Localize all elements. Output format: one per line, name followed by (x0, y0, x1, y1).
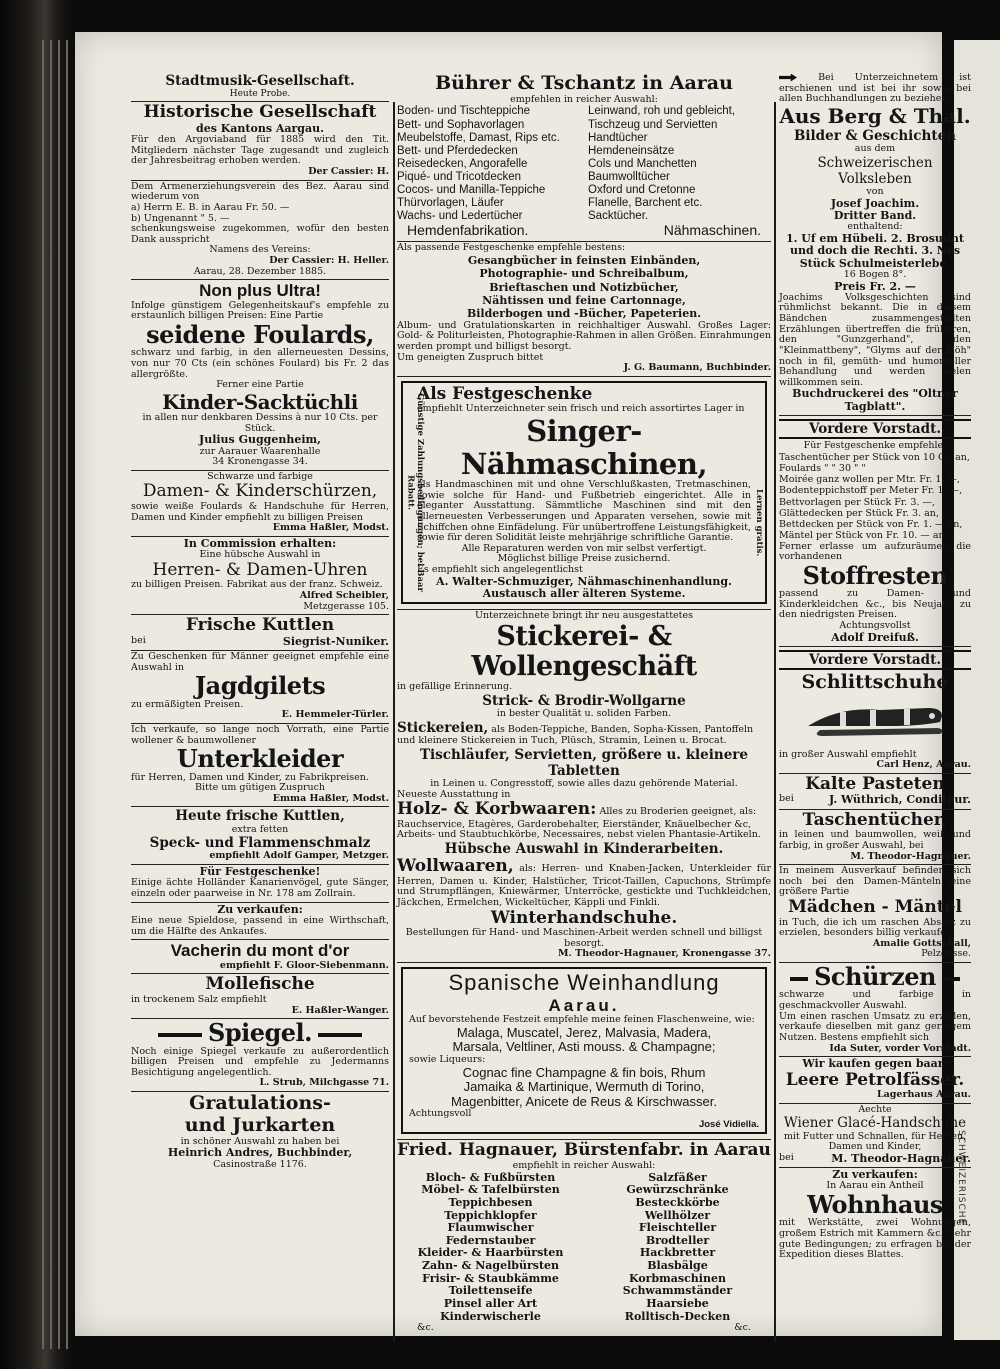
price-item: Bettvorlagen per Stück Fr. 3. —, (779, 496, 935, 508)
product-item: Hackbretter (639, 1246, 716, 1260)
ad-signature: J. Wüthrich, Conditeur. (829, 793, 971, 807)
ad-weinhandlung (397, 963, 771, 1140)
ad-note: in gefällige Erinnerung. (397, 681, 513, 693)
product-item: Bett- und Sophavorlagen (397, 118, 525, 131)
ad-body: in Tuch, die ich um raschen Absatz zu erzielen, besonders billig verkaufe. (779, 916, 971, 939)
ad-note: In Aarau ein Antheil (826, 1180, 924, 1192)
ad-signature: Amalie Gottschall, (872, 937, 971, 949)
ad-signature: M. Theodor-Hagnauer. (850, 850, 971, 862)
ad-title: Für Festgeschenke! (199, 865, 321, 879)
ad-kanarien (131, 865, 389, 903)
ad-title: Historische Gesellschaft (143, 102, 377, 123)
ad-note: Namens des Vereins: (209, 244, 311, 256)
ad-body: als Handmaschinen mit und ohne Verschlußkasten, Tretmaschinen, sowie solche für Hand- und Fußbetrieb eingerichtet. Alle in eleganter Ausstattung. Sämmtliche Maschinen sind mit den allerneuesten Verbesserungen und Apparaten versehen, sowie mit Schiffchen ohne Einfädelung. Für unübertroffene Leistungsfähigkeit, sowie für deren Solidität leiste mehrjährige schriftliche Garantie. (417, 479, 751, 544)
ad-footer: Austausch aller älteren Systeme. (482, 586, 686, 600)
wine-list-line: Malaga, Muscatel, Jerez, Malvasia, Madera, (456, 1024, 712, 1040)
product-item: Cocos- und Manilla-Teppiche (397, 184, 546, 197)
ad-note: enthaltend: (847, 221, 903, 233)
ad-title: Non plus Ultra! (199, 281, 321, 301)
ad-vacherin (131, 940, 389, 974)
ad-headline: Kalte Pasteten (805, 773, 945, 794)
product-item: Fleischteller (638, 1221, 717, 1235)
ad-title: Frische Kuttlen (185, 615, 335, 636)
side-note: Günstige Zahlungsbedingungen; bei Baar Rabatt. (405, 393, 426, 593)
ad-note: &c. (417, 1322, 434, 1334)
ad-armenverein (131, 181, 389, 281)
wine-list-line: Jamaika & Martinique, Wermuth di Torino, (463, 1079, 705, 1095)
ad-note: Achtungsvoll (409, 1108, 472, 1120)
product-item: Salzfäßer (648, 1170, 707, 1184)
column-left (131, 72, 389, 1310)
ornament-dash (158, 1033, 202, 1037)
ad-body: mit Werkstätte, zwei Wohnungen, großem Estrich mit Kammern &c., sehr gute Bedingungen; zu erfragen bei der Expedition dieses Blattes. (779, 1217, 971, 1261)
ad-berg-thal (779, 72, 971, 416)
ad-signature: Emma Haßler, Modst. (272, 522, 389, 534)
ad-date: Aarau, 28. Dezember 1885. (193, 265, 327, 277)
ad-note: empfiehlt Unterzeichneter sein frisch und reich assortirtes Lager in (417, 403, 745, 415)
product-item: Hemdeneinsätze (588, 144, 675, 157)
ad-address: 34 Kronengasse 34. (212, 456, 308, 468)
column-rule-1 (393, 102, 395, 1342)
price-item: Foulards " " 30 " " (779, 463, 866, 475)
ad-headline: Herren- & Damen-Uhren (152, 559, 368, 580)
ad-stadtmusik (131, 72, 389, 102)
ad-body: für Herren, Damen und Kinder, zu Fabrikpreisen. (131, 771, 369, 783)
ad-body: Joachims Volksgeschichten sind rühmlichst bekannt. Die in diesem Bändchen zusammengestellten Erzählungen übertreffen die früheren, den "Gunzgerhand", den "Kleinmattbeny", "Glyms auf der Höh" noch in fil, gemüth- und humorvoller Behandlung und werden vielen willkommen sein. (779, 291, 971, 388)
ad-note: Es empfiehlt sich angelegentlichst (417, 564, 583, 576)
column-middle (397, 72, 771, 1334)
product-list (397, 105, 771, 223)
ad-baumann (397, 242, 771, 377)
ad-note: Aechte (858, 1103, 892, 1115)
ad-schlittschuhe (779, 647, 971, 774)
ad-subheadline: Bilder & Geschichten (794, 127, 956, 144)
ad-historische (131, 102, 389, 180)
ad-body: als: Herren- und Knaben-Jacken, Unterkleider für Herren, Damen u. Kinder, Halstücher, Tricot-Taillen, Capuchons, Strümpfe und Strumpflängen, Kniewärmer, Unterröcke, gestickte und Tuchkleidchen, Jäckchen, Ermelchen, Wickeltücher, Käppli und Finkli. (397, 863, 771, 909)
ad-note: bei (779, 1151, 794, 1163)
pointing-hand-icon (779, 74, 797, 82)
ad-headline: Singer-Nähmaschinen, (460, 414, 708, 481)
ad-glace-handschuhe (779, 1104, 971, 1168)
product-list (397, 254, 771, 321)
ad-petrolfaesser (779, 1057, 971, 1103)
ad-subheadline: Hübsche Auswahl in Kinderarbeiten. (444, 841, 724, 858)
ad-subheadline: Winterhandschuhe. (490, 907, 678, 928)
product-item: Wachs- und Ledertücher (397, 210, 523, 223)
ad-headline: Spiegel. (207, 1018, 313, 1048)
ad-buehrer-tschantz (397, 72, 771, 242)
ad-headline: Aus Berg & Thal. (779, 103, 971, 128)
ad-body: passend zu Damen- und Kinderkleidchen &c., bis Neujahr zu den niedrigsten Preisen. (779, 588, 971, 621)
ad-note: Möglichst billige Preise zusichernd. (497, 553, 671, 565)
product-item: Brieftaschen und Notizbücher, (489, 280, 679, 294)
ad-body: Eine neue Spieldose, passend in eine Wirthschaft, um die Hälfte des Ankaufes. (131, 914, 389, 937)
ad-damenschuerzen (131, 471, 389, 537)
ice-skate-illustration (800, 696, 950, 744)
ad-signature: empfiehlt F. Gloor-Siebenmann. (219, 959, 389, 971)
product-item: Flaumwischer (447, 1221, 534, 1235)
product-item: Wellhölzer (644, 1208, 711, 1222)
ad-mollefische (131, 974, 389, 1019)
product-item: Pinsel aller Art (443, 1297, 538, 1311)
product-item: Bilderbogen und -Bücher, Papeterien. (466, 307, 702, 321)
ad-headline: Mädchen - Mäntel (788, 897, 962, 918)
ad-signature: L. Strub, Milchgasse 71. (259, 1077, 389, 1089)
ad-note: Ferner eine Partie (216, 379, 304, 391)
ad-note: Alle Reparaturen werden von mir selbst verfertigt. (461, 542, 707, 554)
product-item: Flanelle, Barchent etc. (588, 197, 703, 210)
ad-address: Metzgerasse 105. (303, 600, 389, 612)
product-item: Handtücher (588, 131, 648, 144)
ad-signature: Heinrich Andres, Buchbinder, (167, 1146, 353, 1160)
ad-body: in leinen und baumwollen, weiß und farbig, in großer Auswahl, bei (779, 829, 971, 851)
ad-body: Album- und Gratulationskarten in reichhaltiger Auswahl. Großes Lager: Gold- & Politurleisten, Photographie-Rahmen in allen Größen. Einrahmungen werden prompt und billigst besorgt. (397, 319, 771, 353)
product-list-right (588, 105, 771, 223)
price-item: Bodenteppichstoff per Meter Fr. 1. —, (779, 485, 963, 497)
ad-title: Heute frische Kuttlen, (175, 808, 345, 825)
ad-headline: Mollefische (205, 974, 315, 995)
newspaper-page (75, 32, 971, 1336)
product-item: Photographie- und Schreibalbum, (479, 267, 689, 281)
ad-body: zu ermäßigten Preisen. (131, 698, 244, 710)
ad-address: Pelzgasse. (921, 948, 971, 960)
ad-body: in bester Qualität u. soliden Farben. (496, 708, 672, 720)
ad-title: Stadtmusik-Gesellschaft. (165, 73, 355, 89)
ad-note: Unterzeichnete bringt ihr neu ausgestattetes (475, 610, 693, 622)
column-right (779, 72, 971, 1310)
ad-schuerzen (779, 963, 971, 1057)
product-item: Nähtissen und feine Cartonnage, (482, 293, 686, 307)
product-list-left (397, 1172, 584, 1324)
product-item: Haarsiebe (646, 1297, 709, 1311)
product-item: Reisedecken, Angorafelle (397, 157, 528, 170)
product-item: Frisir- & Staubkämme (422, 1271, 559, 1285)
product-item: Meubelstoffe, Damast, Rips etc. (397, 131, 560, 144)
ad-title: Zu verkaufen: (832, 1168, 918, 1182)
product-item: Bloch- & Fußbürsten (425, 1170, 556, 1184)
ad-signature: Siegrist-Nuniker. (282, 634, 389, 648)
adjacent-page-text: SCHWEIZERISCHE (956, 1130, 966, 1226)
ornament-dash (790, 977, 808, 981)
ad-signature: Julius Guggenheim, (199, 433, 321, 447)
ad-signature: Alfred Scheibler, (299, 589, 389, 601)
ad-body: Infolge günstigem Gelegenheitskauf's empfehle zu erstaunlich billigen Preisen: Eine Partie (131, 299, 389, 322)
ad-headline: Damen- & Kinderschürzen, (142, 481, 378, 502)
product-item: Gesangbücher in feinsten Einbänden, (467, 253, 701, 267)
ad-headline: Speck- und Flammenschmalz (149, 835, 371, 852)
ad-subheadline: Tischläufer, Servietten, größere u. kleinere Tabletten (419, 746, 749, 779)
product-item: Besteckkörbe (635, 1195, 720, 1209)
wine-list-line: Magenbitter, Anicete de Reus & Kirschwasser. (451, 1093, 717, 1109)
ad-body: schenkungsweise zugekommen, wofür den besten Dank ausspricht (131, 223, 389, 245)
ad-body: schwarz und farbig, in den allerneuesten Dessins, von nur 70 Cts (ein schönes Foulard) bis Fr. 2 das allergrößte. (131, 347, 389, 380)
product-item: Möbel- & Tafelbürsten (421, 1183, 560, 1197)
ad-note: Um geneigten Zuspruch bittet (397, 351, 544, 363)
ad-note: Für Festgeschenke empfehle: (803, 440, 947, 452)
ad-stickerei (397, 610, 771, 963)
ad-hagnauer-buersten (397, 1140, 771, 1335)
ad-subtitle: Aarau. (548, 995, 620, 1015)
product-item: Brodteller (645, 1233, 710, 1247)
price-list (779, 452, 971, 542)
ad-subtitle: empfehlen in reicher Auswahl: (510, 93, 658, 105)
ad-headline: Stickerei- & Wollengeschäft (471, 620, 697, 683)
ad-note: extra fetten (231, 823, 289, 835)
ad-pasteten (779, 774, 971, 810)
ad-note: von (866, 186, 884, 198)
ad-non-plus-ultra (131, 280, 389, 471)
ad-body: Zu Geschenken für Männer geeignet empfehle eine Auswahl in (131, 651, 389, 673)
ad-unterkleider (131, 724, 389, 808)
ad-footer: Nähmaschinen. (663, 222, 761, 239)
product-list-left (397, 105, 580, 223)
ad-note: sowie Liqueurs: (409, 1053, 486, 1065)
ad-gratulationskarten (131, 1092, 389, 1172)
price-item: Moirée ganz wollen per Mtr. Fr. 1. —, (779, 474, 960, 486)
ad-headline: seidene Foulards, (146, 320, 374, 350)
ad-body: zu billigen Preisen. Fabrikat aus der franz. Schweiz. (131, 579, 383, 591)
ad-title: Vordere Vorstadt. (779, 419, 971, 439)
ad-subheadline: Holz- & Korbwaaren: (397, 799, 597, 820)
ad-body: in schöner Auswahl zu haben bei (180, 1135, 340, 1147)
ad-body: Um einen raschen Umsatz zu erzielen, verkaufe dieselben mit ganz geringem Nutzen. Bestens empfiehlt sich (779, 1010, 971, 1043)
ad-note: &c. (734, 1322, 751, 1334)
ad-subheadline: Strick- & Brodir-Wollgarne (482, 692, 686, 709)
ad-note: bei (131, 634, 146, 646)
product-item: Rolltisch-Decken (624, 1309, 731, 1323)
donation-line: b) Ungenannt " 5. — (131, 212, 230, 224)
ad-body: in Leinen u. Congresstoff, sowie alles dazu gehörende Material. (430, 777, 738, 789)
ad-spieldose (131, 903, 389, 941)
ad-note: Dritter Band. (833, 209, 917, 222)
ad-body: Noch einige Spiegel verkaufe zu außerordentlich billigen Preisen und empfehle zu Jedermanns Besichtigung angelegentlich. (131, 1045, 389, 1078)
ad-taschentuecher (779, 810, 971, 865)
ad-signature: Adolf Dreifuß. (831, 630, 919, 644)
ad-subtitle: Heute Probe. (229, 89, 291, 100)
product-item: Cols und Manchetten (588, 157, 697, 170)
ad-subheadline: Stickereien, (397, 719, 489, 736)
ad-title: Vordere Vorstadt. (779, 650, 971, 670)
ad-signature: Der Cassier: H. (308, 166, 389, 177)
product-item: Gewürzschränke (626, 1183, 729, 1197)
ad-body: schwarze und farbige in geschmackvoller Auswahl. (779, 989, 971, 1012)
product-item: Baumwolltücher (588, 171, 670, 184)
ad-title: Fried. Hagnauer, Bürstenfabr. in Aarau (397, 1140, 771, 1161)
ad-title: Zu verkaufen: (217, 902, 303, 916)
donation-line: a) Herrn E. B. in Aarau Fr. 50. — (131, 201, 290, 213)
ad-signature: J. G. Baumann, Buchbinder. (623, 362, 771, 374)
price: Preis Fr. 2. — (834, 279, 916, 293)
ad-subtitle: empfiehlt in reicher Auswahl: (512, 1160, 656, 1172)
product-item: Federnstauber (445, 1233, 536, 1247)
price-item: Mäntel per Stück von Fr. 10. — an. (779, 530, 948, 542)
ad-signature: zur Aarauer Waarenhalle (199, 445, 321, 457)
wine-list-line: Marsala, Veltliner, Asti mouss. & Champagne; (452, 1039, 716, 1055)
ad-signature: Lagerhaus Aarau. (876, 1089, 971, 1101)
product-item: Zahn- & Nagelbürsten (421, 1259, 560, 1273)
ad-body: In meinem Ausverkauf befinden sich noch bei den Damen-Mänteln eine größere Partie (779, 865, 971, 898)
ad-uhren (131, 537, 389, 615)
ad-note: Achtungsvollst (839, 620, 911, 632)
ad-spiegel (131, 1019, 389, 1092)
book-contents: 1. Uf em Hübeli. 2. Brosunnt und doch die Rechti. 3. Nes Stück Schulmeisterlebe. (785, 231, 965, 270)
ad-signature: Emma Haßler, Modst. (272, 792, 389, 804)
ad-body: in trockenem Salz empfiehlt (131, 993, 267, 1005)
ad-title: In Commission erhalten: (183, 536, 337, 550)
ad-note: Als passende Festgeschenke empfehle bestens: (397, 242, 626, 254)
ad-jagdgilets (131, 651, 389, 724)
product-item: Korbmaschinen (629, 1271, 726, 1285)
ad-headline: Vacherin du mont d'or (170, 941, 350, 961)
product-item: Sacktücher. (588, 210, 649, 223)
ad-subheadline: Schweizerischen Volksleben (817, 154, 933, 187)
ad-title: Bührer & Tschantz in Aarau (435, 72, 733, 94)
ad-wohnhaus (779, 1168, 971, 1263)
ad-signature: M. Theodor-Hagnauer. (831, 1151, 971, 1165)
product-item: Tischzeug und Servietten (588, 118, 718, 131)
ad-note: aus dem (854, 143, 896, 155)
ad-body: mit Futter und Schnallen, für Herren, Damen und Kinder, (783, 1130, 967, 1153)
ad-signature: A. Walter-Schmuziger, Nähmaschinenhandlung. (436, 574, 732, 588)
ad-headline: Schürzen (814, 962, 936, 992)
column-rule-2 (774, 102, 776, 1342)
ad-body: Ich verkaufe, so lange noch Vorrath, eine Partie wollener & baumwollener (131, 723, 389, 746)
ad-headline: und Jurkarten (184, 1113, 336, 1136)
ad-body: Alles zu Broderien geeignet, als: Rauchservice, Etagères, Garderobehalter, Eierständer, Knäuelbecher &c, Arbeits- und Staubtuchkörbe, Necessaires, nebst vielen Phantasie-Artikeln. (397, 806, 761, 841)
ad-headline: Gratulations- (189, 1092, 331, 1115)
ad-subtitle: des Kantons Aargau. (196, 121, 324, 135)
ad-body: Ferner erlasse um aufzuräumen die vorhandenen (779, 540, 971, 563)
product-item: Blasbälge (647, 1259, 708, 1273)
ad-footer: Hemdenfabrikation. (407, 222, 529, 239)
ad-signature: Der Cassier: H. Heller. (269, 255, 389, 266)
ad-title: Spanische Weinhandlung (448, 970, 720, 996)
side-note: Lernen gratis. (754, 488, 764, 557)
ad-maedchen-maentel (779, 865, 971, 963)
ad-body: Bestellungen für Hand- und Maschinen-Arbeit werden schnell und billigst besorgt. (405, 927, 763, 949)
ad-address: Casinostraße 1176. (213, 1158, 307, 1170)
ad-headline: Wohnhaus (807, 1190, 943, 1219)
product-item: Boden- und Tischteppiche (397, 105, 530, 118)
ad-signature: Ida Suter, vorder Vorstadt. (829, 1042, 971, 1054)
ad-headline: Kinder-Sacktüchli (162, 389, 358, 414)
product-item: Kleider- & Haarbürsten (417, 1246, 564, 1260)
product-item: Teppichklopfer (444, 1208, 537, 1222)
ad-signature: Buchdruckerei des "Oltner Tagblatt". (792, 387, 958, 413)
ad-body: in allen nur denkbaren Dessins à nur 10 Cts. per Stück. (142, 411, 378, 434)
product-item: Teppichbesen (448, 1195, 533, 1209)
ad-body: als Boden-Teppiche, Banden, Sopha-Kissen, Pantoffeln und kleinere Stickereien in Tuch, Plüsch, Stramin, Leinen u. Brocat. (397, 723, 754, 746)
ad-headline: Stoffresten (802, 560, 948, 590)
ad-body: in großer Auswahl empfiehlt (779, 748, 917, 760)
ad-signature: José Vidiella. (698, 1118, 759, 1130)
price-item: Bettdecken per Stück von Fr. 1. — an, (779, 519, 963, 531)
ad-signature: empfiehlt Adolf Gamper, Metzger. (209, 850, 389, 862)
ad-headline: Leere Petrolfässer. (785, 1069, 965, 1090)
product-item: Kinderwischerle (440, 1309, 541, 1323)
ad-body: sowie weiße Foulards & Handschuhe für Herren, Damen und Kinder empfiehlt zu billigen Preisen (131, 500, 389, 523)
product-item: Piqué- und Tricotdecken (397, 171, 522, 184)
ad-heute-kuttlen (131, 807, 389, 865)
ad-note: Neueste Ausstattung in (397, 788, 511, 800)
ad-note: bei (779, 793, 794, 805)
ad-kuttlen (131, 615, 389, 651)
ad-note: Bei Unterzeichnetem ist erschienen und ist bei ihr sowie bei allen Buchhandlungen zu beziehen: (779, 72, 971, 105)
price-item: Glättedecken per Stück Fr. 3. an, (779, 507, 939, 519)
book-spine (0, 0, 75, 1369)
product-list-right (584, 1172, 771, 1324)
ad-subheadline: Wollwaaren, (397, 856, 514, 877)
ad-headline: Wiener Glacé-Handschuhe (783, 1115, 967, 1132)
ad-note: Bitte um gütigen Zuspruch (194, 782, 326, 794)
wine-list-line: Cognac fine Champagne & fin bois, Rhum (462, 1064, 706, 1080)
ornament-dash (942, 977, 960, 981)
ad-signature: E. Haßler-Wanger. (291, 1004, 389, 1016)
ad-singer (397, 377, 771, 610)
ad-body: Dem Armenerziehungsverein des Bez. Aarau sind wiederum von (131, 180, 389, 203)
ad-body: Auf bevorstehende Festzeit empfehle meine feinen Flaschenweine, wie: (409, 1014, 755, 1026)
ad-title: Als Festgeschenke (417, 383, 593, 404)
ad-note: Eine hübsche Auswahl in (199, 549, 321, 561)
ad-note: Schwarze und farbige (207, 470, 313, 482)
ad-signature: Carl Henz, Aarau. (876, 759, 971, 771)
price-item: Taschentücher per Stück von 10 Ct. an, (779, 451, 970, 463)
product-item: Schwammständer (622, 1284, 733, 1298)
product-item: Oxford und Cretonne (588, 184, 696, 197)
author-name: Josef Joachim. (830, 196, 920, 210)
ad-headline: Schlittschuhe (801, 671, 949, 694)
product-item: Toilettenseife (448, 1284, 533, 1298)
ad-note: 16 Bogen 8°. (843, 268, 907, 280)
ad-body: Einige ächte Holländer Kanarienvögel, gute Sänger, einzeln oder paarweise in Nr. 178 am Zollrain. (131, 877, 389, 899)
ornament-dash (318, 1033, 362, 1037)
ad-headline: Taschentücher, (802, 809, 948, 830)
product-item: Bett- und Pferdedecken (397, 144, 518, 157)
ad-body: Für den Argoviaband für 1885 wird den Tit. Mitgliedern nächster Tage zugesandt und zugleich der Jahresbeitrag erhoben werden. (131, 134, 389, 167)
ad-headline: Unterkleider (176, 744, 344, 774)
ad-signature: M. Theodor-Hagnauer, Kronengasse 37. (558, 948, 771, 960)
ad-vordere-vorstadt-1 (779, 416, 971, 647)
ad-signature: E. Hemmeler-Türler. (281, 709, 389, 721)
product-item: Leinwand, roh und gebleicht, (588, 105, 736, 118)
ad-note: Wir kaufen gegen baar: (802, 1057, 948, 1071)
product-item: Thürvorlagen, Läufer (397, 197, 504, 210)
ad-headline: Jagdgilets (194, 671, 326, 701)
